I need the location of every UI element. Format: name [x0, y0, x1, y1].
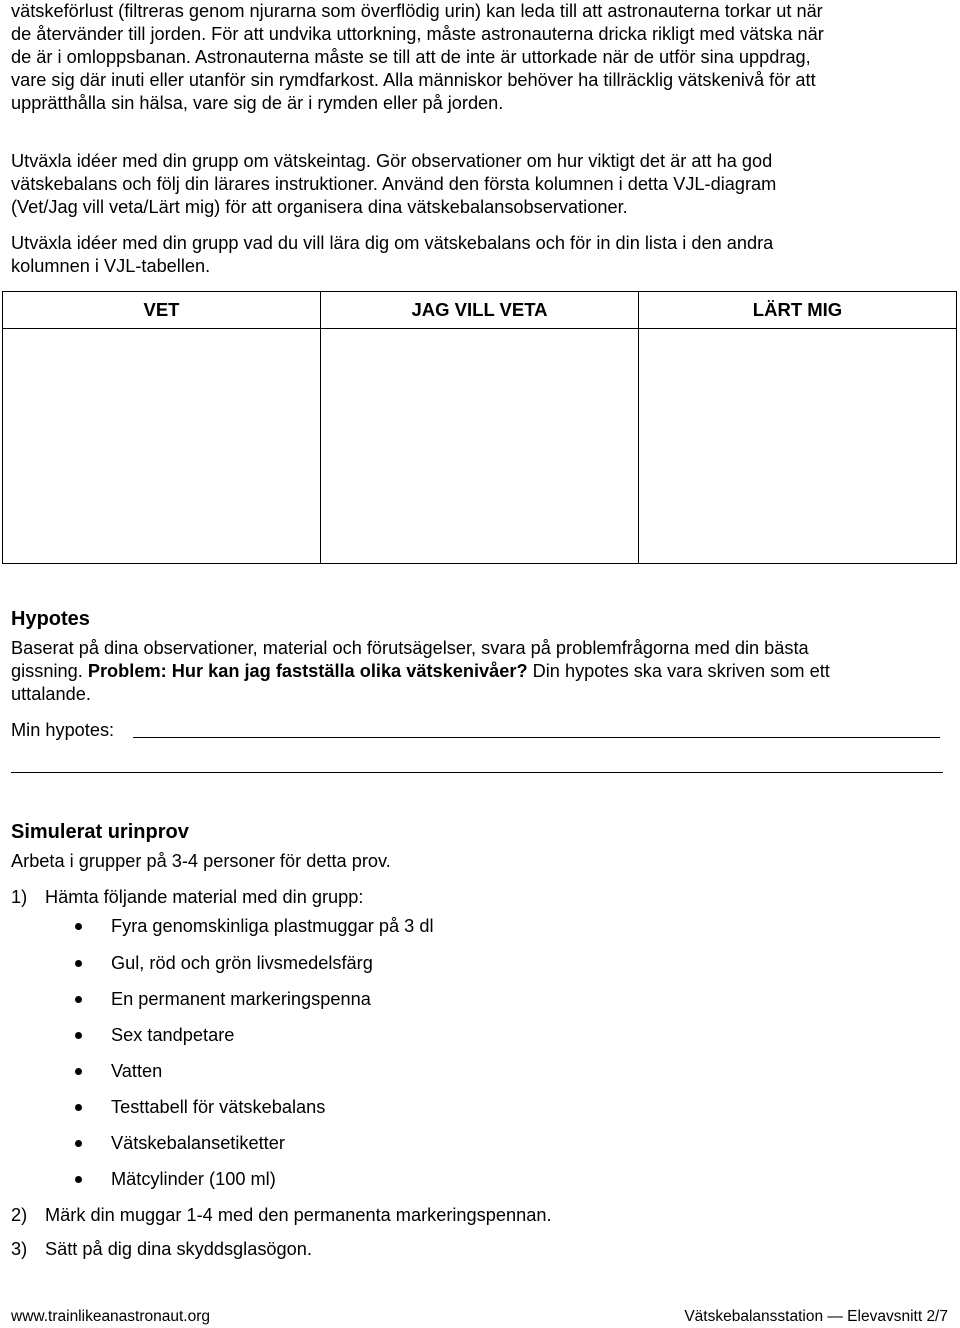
hypothesis-answer-line-1[interactable]	[133, 737, 940, 738]
text-line: Utväxla idéer med din grupp vad du vill lära dig om vätskebalans och för in din lista i den andra	[11, 233, 774, 253]
material-text: Gul, röd och grön livsmedelsfärg	[111, 953, 373, 973]
vjl-cell-vet[interactable]	[3, 329, 321, 564]
bullet-icon	[75, 960, 82, 967]
step-number: 2)	[11, 1205, 28, 1225]
bullet-icon	[75, 1104, 82, 1111]
text-line: de är i omloppsbanan. Astronauterna måste se till att de inte är uttorkade när de utför sina uppdrag,	[11, 47, 811, 67]
hypotes-heading: Hypotes	[11, 608, 90, 630]
vjl-header-vet: VET	[3, 292, 321, 329]
bullet-icon	[75, 996, 82, 1003]
problem-question: Problem: Hur kan jag fastställa olika vätskenivåer?	[87, 661, 528, 681]
footer-url[interactable]: www.trainlikeanastronaut.org	[11, 1308, 211, 1325]
vjl-table	[2, 291, 957, 564]
material-text: En permanent markeringspenna	[111, 989, 371, 1009]
step-text: Hämta följande material med din grupp:	[45, 887, 364, 907]
hypothesis-answer-line-2[interactable]	[11, 772, 943, 773]
step-number: 1)	[11, 887, 28, 907]
step-text: Märk din muggar 1-4 med den permanenta markeringspennan.	[45, 1205, 552, 1225]
vjl-header-row	[3, 292, 957, 329]
vjl-header-lart-mig: LÄRT MIG	[639, 292, 957, 329]
vjl-body-row	[3, 329, 957, 564]
material-text: Sex tandpetare	[111, 1025, 235, 1045]
material-text: Testtabell för vätskebalans	[111, 1097, 326, 1117]
text-run: Din hypotes ska vara skriven som ett	[527, 661, 830, 681]
step-2	[11, 1204, 552, 1227]
intro-paragraph-1	[11, 0, 946, 115]
text-line: Utväxla idéer med din grupp om vätskeintag. Gör observationer om hur viktigt det är att ha god	[11, 151, 773, 171]
text-line: uttalande.	[11, 684, 91, 704]
hypotes-paragraph	[11, 637, 946, 706]
my-hypothesis-label: Min hypotes:	[11, 720, 115, 740]
intro-paragraph-3	[11, 232, 946, 278]
intro-paragraph-2	[11, 150, 946, 219]
vjl-cell-lart-mig[interactable]	[639, 329, 957, 564]
step-3	[11, 1238, 312, 1261]
text-line: vare sig där inuti eller utanför sin rymdfarkost. Alla människor behöver ha tillräcklig vätskenivå för att	[11, 70, 816, 90]
material-text: Mätcylinder (100 ml)	[111, 1169, 276, 1189]
bullet-icon	[75, 923, 82, 930]
text-line	[11, 660, 946, 683]
text-line: (Vet/Jag vill veta/Lärt mig) för att organisera dina vätskebalansobservationer.	[11, 197, 628, 217]
material-text: Fyra genomskinliga plastmuggar på 3 dl	[111, 916, 434, 936]
bullet-icon	[75, 1176, 82, 1183]
text-run: gissning.	[11, 661, 88, 681]
text-line: vätskebalans och följ din lärares instruktioner. Använd den första kolumnen i detta VJL-diagram	[11, 174, 777, 194]
text-line: Baserat på dina observationer, material och förutsägelser, svara på problemfrågorna med din bästa	[11, 638, 809, 658]
bullet-icon	[75, 1140, 82, 1147]
text-line: upprätthålla sin hälsa, vare sig de är i rymden eller på jorden.	[11, 93, 504, 113]
text-line: vätskeförlust (filtreras genom njurarna som överflödig urin) kan leda till att astronauterna torkar ut när	[11, 1, 823, 21]
vjl-cell-jag-vill-veta[interactable]	[321, 329, 639, 564]
simulerat-urinprov-heading: Simulerat urinprov	[11, 821, 189, 843]
text-line: kolumnen i VJL-tabellen.	[11, 256, 211, 276]
bullet-icon	[75, 1032, 82, 1039]
step-text: Sätt på dig dina skyddsglasögon.	[45, 1239, 312, 1259]
simulerat-intro: Arbeta i grupper på 3-4 personer för detta prov.	[11, 851, 391, 871]
step-number: 3)	[11, 1239, 28, 1259]
bullet-icon	[75, 1068, 82, 1075]
footer-page-info: Vätskebalansstation — Elevavsnitt 2/7	[684, 1308, 948, 1325]
vjl-header-jag-vill-veta: JAG VILL VETA	[321, 292, 639, 329]
material-text: Vatten	[111, 1061, 163, 1081]
material-text: Vätskebalansetiketter	[111, 1133, 285, 1153]
text-line: de återvänder till jorden. För att undvika uttorkning, måste astronauterna dricka rikligt med vätska när	[11, 24, 824, 44]
step-1	[11, 886, 363, 909]
